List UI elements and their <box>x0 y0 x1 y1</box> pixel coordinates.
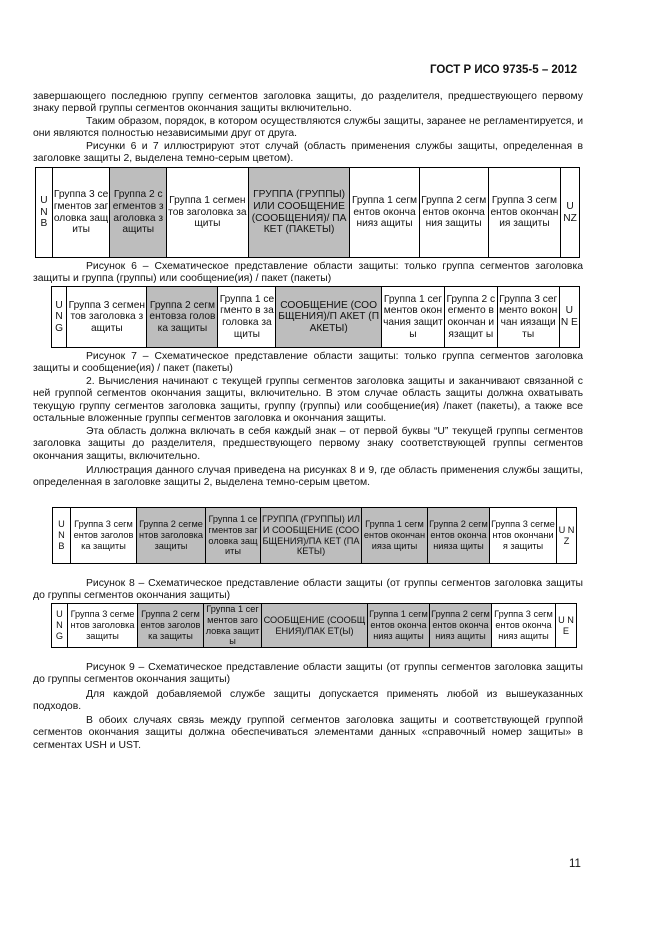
header-group-2: Группа 2 сегментов заголовка защиты <box>110 168 167 258</box>
document-header: ГОСТ Р ИСО 9735-5 – 2012 <box>429 64 577 76</box>
unz-segment: U N Z <box>557 508 577 564</box>
trailer-group-1: Группа 1 сегментов окончанияз ащиты <box>350 168 419 258</box>
trailer-group-3: Группа 3 сегментов окончанияз ащиты <box>492 604 556 648</box>
unb-segment: U N B <box>36 168 53 258</box>
paragraph-2: Таким образом, порядок, в котором осуществляются службы защиты, заранее не регламентируется, и они являются полностью независимыми друг от друга. <box>33 116 583 140</box>
trailer-group-2: Группа 2 сегментов окончанияза щиты <box>428 508 490 564</box>
paragraph-7: Для каждой добавляемой службе защиты допускается применять любой из вышеуказанных подходов. <box>33 689 583 713</box>
paragraph-6: Иллюстрация данного случая приведена на рисунках 8 и 9, где область применения службы защиты, определенная в заголовке защиты 2, выделена темно-серым цветом. <box>33 465 583 489</box>
paragraph-3: Рисунки 6 и 7 иллюстрируют этот случай (область применения службы защиты, определенная в заголовке защиты 2, выделена темно-серым цветом). <box>33 141 583 165</box>
figure-7-diagram <box>51 286 580 348</box>
header-group-3: Группа 3 сегментов заголовка защиты <box>71 508 137 564</box>
unz-segment: U NZ <box>561 168 580 258</box>
figure-7-caption: Рисунок 7 – Схематическое представление области защиты: только группа сегментов заголовка защиты и сообщение(ия) / пакет (пакеты) <box>33 351 583 375</box>
figure-6-diagram <box>35 167 580 258</box>
trailer-group-2: Группа 2 сегменто вокончан иязащит ы <box>444 287 497 348</box>
figure-6-caption: Рисунок 6 – Схематическое представление области защиты: только группа сегментов заголовка защиты и группа (группы) или сообщение(ия) / пакет (пакеты) <box>33 261 583 285</box>
ung-segment: U N G <box>52 604 68 648</box>
trailer-group-1: Группа 1 сегментов окончанияз ащиты <box>368 604 430 648</box>
trailer-group-3: Группа 3 сегментов окончания защиты <box>490 508 557 564</box>
figure-9-caption: Рисунок 9 – Схематическое представление области защиты (от группы сегментов заголовка защиты до группы сегментов окончания защиты) <box>33 662 583 686</box>
trailer-group-1: Группа 1 сегментов окончания защиты <box>381 287 444 348</box>
header-group-2: Группа 2 сегментов заголовка защиты <box>138 604 204 648</box>
header-group-3: Группа 3 сегментов заголовка защиты <box>52 168 110 258</box>
figure-8-diagram <box>52 507 577 564</box>
paragraph-1: завершающего последнюю группу сегментов заголовка защиты, до разделителя, предшествующего первому знаку первой группы сегментов окончания защиты включительно. <box>33 91 583 115</box>
header-group-1: Группа 1 сегменто в заголовка защиты <box>218 287 276 348</box>
paragraph-8: В обоих случаях связь между группой сегментов заголовка защиты и соответствующей группой сегментов окончания защиты должна обеспечиваться элементами данных «справочный номер защиты» в сегментах USH и UST. <box>33 715 583 751</box>
header-group-3: Группа 3 сегментов заголовка защиты <box>67 287 147 348</box>
group-or-message-block: ГРУППА (ГРУППЫ) ИЛИ СООБЩЕНИЕ (СООБЩЕНИЯ)/ ПАКЕТ (ПАКЕТЫ) <box>248 168 350 258</box>
group-or-message-block: ГРУППА (ГРУППЫ) ИЛИ СООБЩЕНИЕ (СООБЩЕНИЯ)/ПА КЕТ (ПАКЕТЫ) <box>261 508 362 564</box>
trailer-group-3: Группа 3 сегментов окончания защиты <box>488 168 560 258</box>
ung-segment: U N G <box>52 287 67 348</box>
trailer-group-2: Группа 2 сегментов окончания защиты <box>419 168 488 258</box>
page-number: 11 <box>569 858 581 870</box>
paragraph-5: Эта область должна включать в себя каждый знак – от первой буквы “U” текущей группы сегментов заголовка защиты до разделителя, предшествующего первому знаку соответствующей группы сегментов окончания защиты, включительно. <box>33 426 583 462</box>
header-group-1: Группа 1 сегментов заголовка защиты <box>206 508 261 564</box>
trailer-group-2: Группа 2 сегментов окончанияз ащиты <box>430 604 492 648</box>
trailer-group-1: Группа 1 сегментов окончанияза щиты <box>362 508 428 564</box>
header-group-1: Группа 1 сегментов заголовка защиты <box>167 168 249 258</box>
header-group-1: Группа 1 сегментов заголовка защиты <box>204 604 262 648</box>
header-group-3: Группа 3 сегментов заголовка защиты <box>68 604 138 648</box>
header-group-2: Группа 2 сегментовза головка защиты <box>147 287 218 348</box>
paragraph-4: 2. Вычисления начинают с текущей группы сегментов заголовка защиты и заканчивают связанной с ней группой сегментов окончания защиты, включительно. В этом случае область защиты должна охватывать текущую группу сегментов заголовка защиты, группу (группы) или сообщение(ия) /пакет (пакеты), а также все остальные вложенные группы сегментов заголовка и окончания защиты. <box>33 376 583 424</box>
message-block: СООБЩЕНИЕ (СООБЩЕНИЯ)/П АКЕТ (ПАКЕТЫ) <box>276 287 382 348</box>
figure-8-caption: Рисунок 8 – Схематическое представление области защиты (от группы сегментов заголовка защиты до группы сегментов окончания защиты) <box>33 578 583 602</box>
trailer-group-3: Группа 3 сегменто вокончан иязащиты <box>497 287 559 348</box>
header-group-2: Группа 2 сегментов заголовка защиты <box>137 508 206 564</box>
unb-segment: U N B <box>53 508 71 564</box>
une-segment: U N E <box>556 604 577 648</box>
une-segment: U N E <box>559 287 579 348</box>
figure-9-diagram <box>51 603 577 648</box>
message-block: СООБЩЕНИЕ (СООБЩЕНИЯ)/ПАК ЕТ(Ы) <box>262 604 368 648</box>
